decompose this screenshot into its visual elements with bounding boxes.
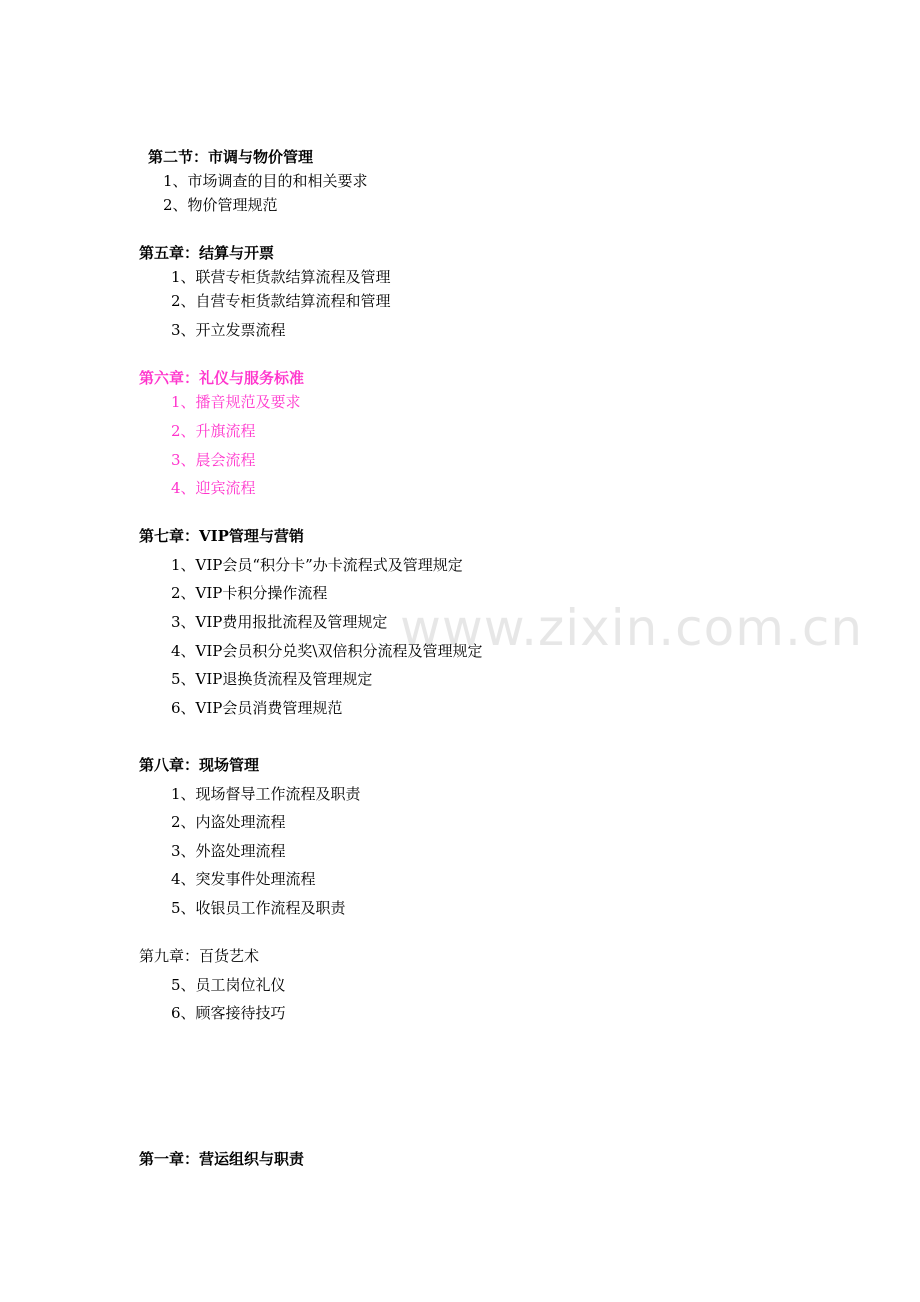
list-item: 2、VIP卡积分操作流程	[171, 584, 328, 602]
section-title-market-research: 第二节：市调与物价管理	[148, 148, 314, 166]
list-item: 3、晨会流程	[171, 451, 256, 469]
chapter-title-art: 第九章：百货艺术	[139, 947, 260, 965]
list-item: 3、外盗处理流程	[171, 842, 286, 860]
chapter-title-operations: 第一章：营运组织与职责	[139, 1150, 305, 1168]
chapter-title-onsite: 第八章：现场管理	[139, 756, 260, 774]
list-item: 5、VIP退换货流程及管理规定	[171, 670, 373, 688]
list-item: 1、联营专柜货款结算流程及管理	[171, 268, 391, 286]
list-item: 6、顾客接待技巧	[171, 1004, 286, 1022]
list-item: 5、收银员工作流程及职责	[171, 899, 346, 917]
list-item: 1、VIP会员“积分卡”办卡流程式及管理规定	[171, 556, 463, 574]
list-item: 4、迎宾流程	[171, 479, 256, 497]
list-item: 1、市场调查的目的和相关要求	[163, 172, 368, 190]
list-item: 2、自营专柜货款结算流程和管理	[171, 292, 391, 310]
chapter-title-vip: 第七章：VIP管理与营销	[139, 527, 304, 545]
chapter-title-etiquette: 第六章：礼仪与服务标准	[139, 369, 305, 387]
watermark-text: www.zixin.com.cn	[400, 599, 864, 657]
list-item: 2、内盗处理流程	[171, 813, 286, 831]
list-item: 4、VIP会员积分兑奖\双倍积分流程及管理规定	[171, 642, 483, 660]
list-item: 2、物价管理规范	[163, 196, 278, 214]
list-item: 1、现场督导工作流程及职责	[171, 785, 361, 803]
chapter-title-settlement: 第五章：结算与开票	[139, 244, 275, 262]
list-item: 6、VIP会员消费管理规范	[171, 699, 343, 717]
list-item: 3、VIP费用报批流程及管理规定	[171, 613, 388, 631]
list-item: 1、播音规范及要求	[171, 393, 301, 411]
list-item: 2、升旗流程	[171, 422, 256, 440]
list-item: 4、突发事件处理流程	[171, 870, 316, 888]
list-item: 5、员工岗位礼仪	[171, 976, 286, 994]
list-item: 3、开立发票流程	[171, 321, 286, 339]
